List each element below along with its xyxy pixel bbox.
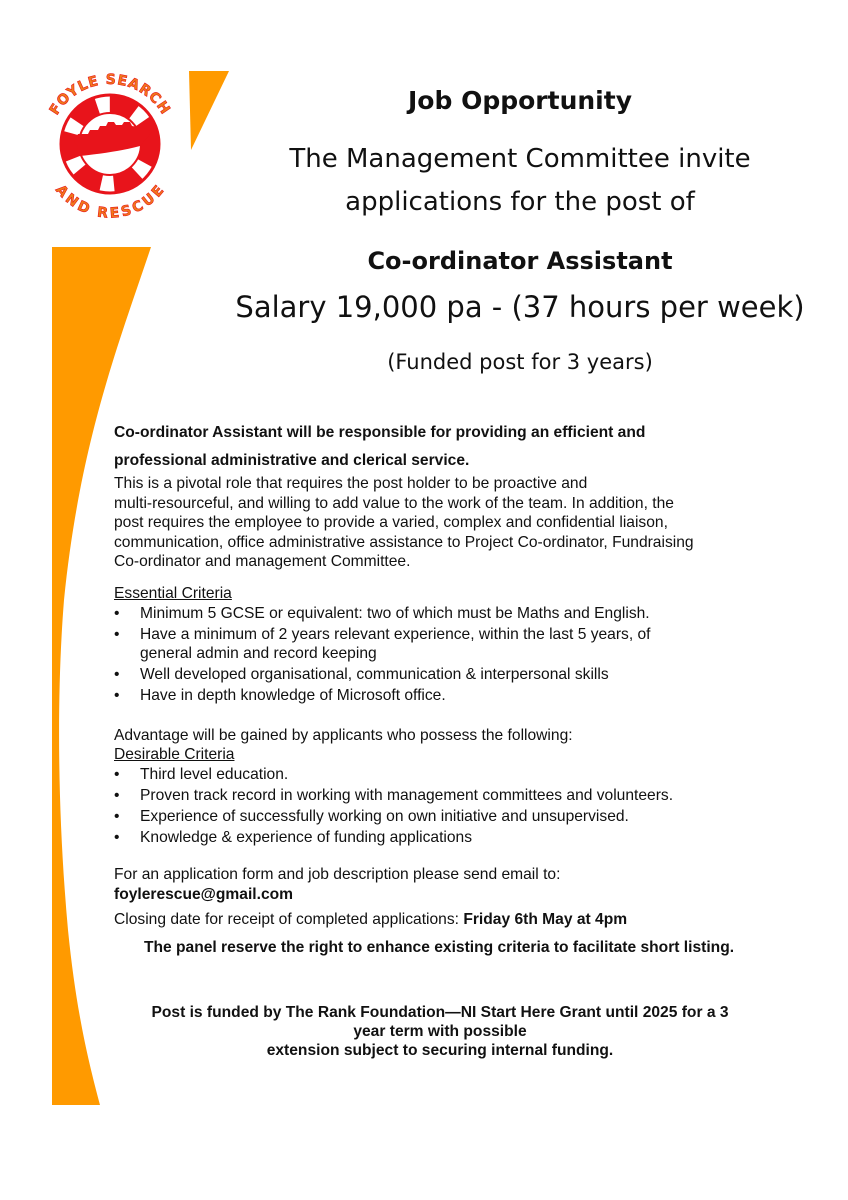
description-line: multi-resourceful, and willing to add value to the work of the team. In addition, the <box>114 494 674 512</box>
bullet-icon: • <box>114 787 120 804</box>
funded-post-note: (Funded post for 3 years) <box>387 350 653 374</box>
description-line: Co-ordinator and management Committee. <box>114 553 411 570</box>
list-item: • Third level education. <box>114 766 289 783</box>
svg-text:AND RESCUE: AND RESCUE <box>52 182 168 222</box>
desirable-criteria-heading: Desirable Criteria <box>114 746 235 763</box>
funding-line: Post is funded by The Rank Foundation—NI Start Here Grant until 2025 for a 3 <box>151 1004 729 1021</box>
bullet-icon: • <box>114 626 120 643</box>
contact-email-link[interactable]: foylerescue@gmail.com <box>114 886 294 903</box>
desirable-criteria-list <box>114 765 764 849</box>
closing-date-value: Friday 6th May at 4pm <box>463 911 628 928</box>
application-instructions: For an application form and job description please send email to: <box>114 866 561 883</box>
panel-notice: The panel reserve the right to enhance existing criteria to facilitate short listing. <box>143 939 735 956</box>
bullet-icon: • <box>114 829 120 846</box>
description-line: communication, office administrative assistance to Project Co-ordinator, Fundraising <box>114 533 694 551</box>
list-item: • Have in depth knowledge of Microsoft office. <box>114 687 446 704</box>
essential-criteria-heading: Essential Criteria <box>114 585 232 602</box>
salary-line: Salary 19,000 pa - (37 hours per week) <box>235 290 805 324</box>
role-summary-line: Co-ordinator Assistant will be responsible for providing an efficient and <box>114 424 646 441</box>
bullet-icon: • <box>114 766 120 783</box>
essential-criteria-list <box>114 604 764 707</box>
funding-line: year term with possible <box>353 1023 527 1040</box>
lifebuoy-boat-icon <box>28 62 192 226</box>
role-summary <box>114 419 764 475</box>
page-title: Job Opportunity <box>408 86 632 115</box>
foyle-search-rescue-logo <box>28 62 192 226</box>
bullet-icon: • <box>114 605 120 622</box>
list-item: • Experience of successfully working on own initiative and unsupervised. <box>114 808 629 825</box>
funding-line: extension subject to securing internal funding. <box>266 1042 614 1059</box>
list-item: • Have a minimum of 2 years relevant experience, within the last 5 years, of general admin and record keeping <box>114 626 651 662</box>
bullet-icon: • <box>114 687 120 704</box>
list-item: • Proven track record in working with management committees and volunteers. <box>114 787 674 804</box>
list-item: • Well developed organisational, communication & interpersonal skills <box>114 666 609 683</box>
bullet-icon: • <box>114 666 120 683</box>
bullet-icon: • <box>114 808 120 825</box>
list-item: • Minimum 5 GCSE or equivalent: two of which must be Maths and English. <box>114 605 650 622</box>
invite-line-1: The Management Committee invite <box>289 144 751 174</box>
advantage-intro: Advantage will be gained by applicants who possess the following: <box>114 727 573 744</box>
role-title: Co-ordinator Assistant <box>367 247 673 275</box>
description-line: This is a pivotal role that requires the post holder to be proactive and <box>114 475 588 492</box>
svg-text:FOYLE SEARCH: FOYLE SEARCH <box>46 71 174 118</box>
description-line: post requires the employee to provide a varied, complex and confidential liaison, <box>114 514 668 531</box>
closing-date <box>114 910 764 930</box>
invite-line-2: applications for the post of <box>345 187 695 217</box>
closing-date-label: Closing date for receipt of completed applications: <box>114 911 464 928</box>
role-description <box>114 474 764 572</box>
role-summary-line: professional administrative and clerical service. <box>114 452 470 469</box>
funding-notice <box>100 1003 780 1060</box>
list-item: • Knowledge & experience of funding applications <box>114 829 473 846</box>
